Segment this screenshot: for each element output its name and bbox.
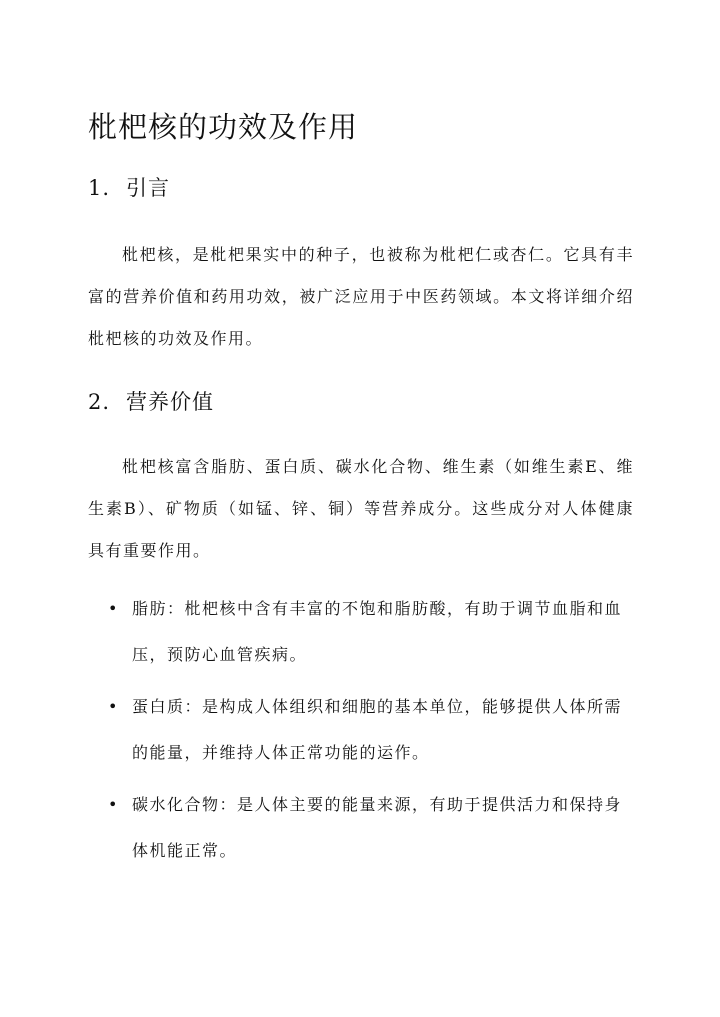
section-heading-intro [88,172,170,204]
page-title: 枇杷核的功效及作用 [88,110,359,145]
nutrition-paragraph: 枇杷核富含脂肪、蛋白质、碳水化合物、维生素（如维生素E、维生素B）、矿物质（如锰、锌、铜）等营养成分。这些成分对人体健康具有重要作用。 [88,457,634,560]
list-item-text: 碳水化合物：是人体主要的能量来源，有助于提供活力和保持身体机能正常。 [132,795,623,860]
nutrient-list [88,586,634,880]
section-number: 1. [88,176,111,200]
section-title: 营养价值 [126,390,214,414]
list-item-text: 蛋白质：是构成人体组织和细胞的基本单位，能够提供人体所需的能量，并维持人体正常功能的运作。 [132,697,623,762]
bullet-icon: • [108,697,119,716]
list-item-text: 脂肪：枇杷核中含有丰富的不饱和脂肪酸，有助于调节血脂和血压，预防心血管疾病。 [132,599,623,664]
section-heading-nutrition [88,386,214,418]
intro-paragraph: 枇杷核，是枇杷果实中的种子，也被称为枇杷仁或杏仁。它具有丰富的营养价值和药用功效，被广泛应用于中医药领域。本文将详细介绍枇杷核的功效及作用。 [88,245,634,348]
section-number: 2. [88,390,111,414]
list-item [88,684,622,776]
bullet-icon: • [108,599,119,618]
bullet-icon: • [108,795,119,814]
section-title: 引言 [126,176,170,200]
list-item [88,782,622,874]
list-item [88,586,622,678]
